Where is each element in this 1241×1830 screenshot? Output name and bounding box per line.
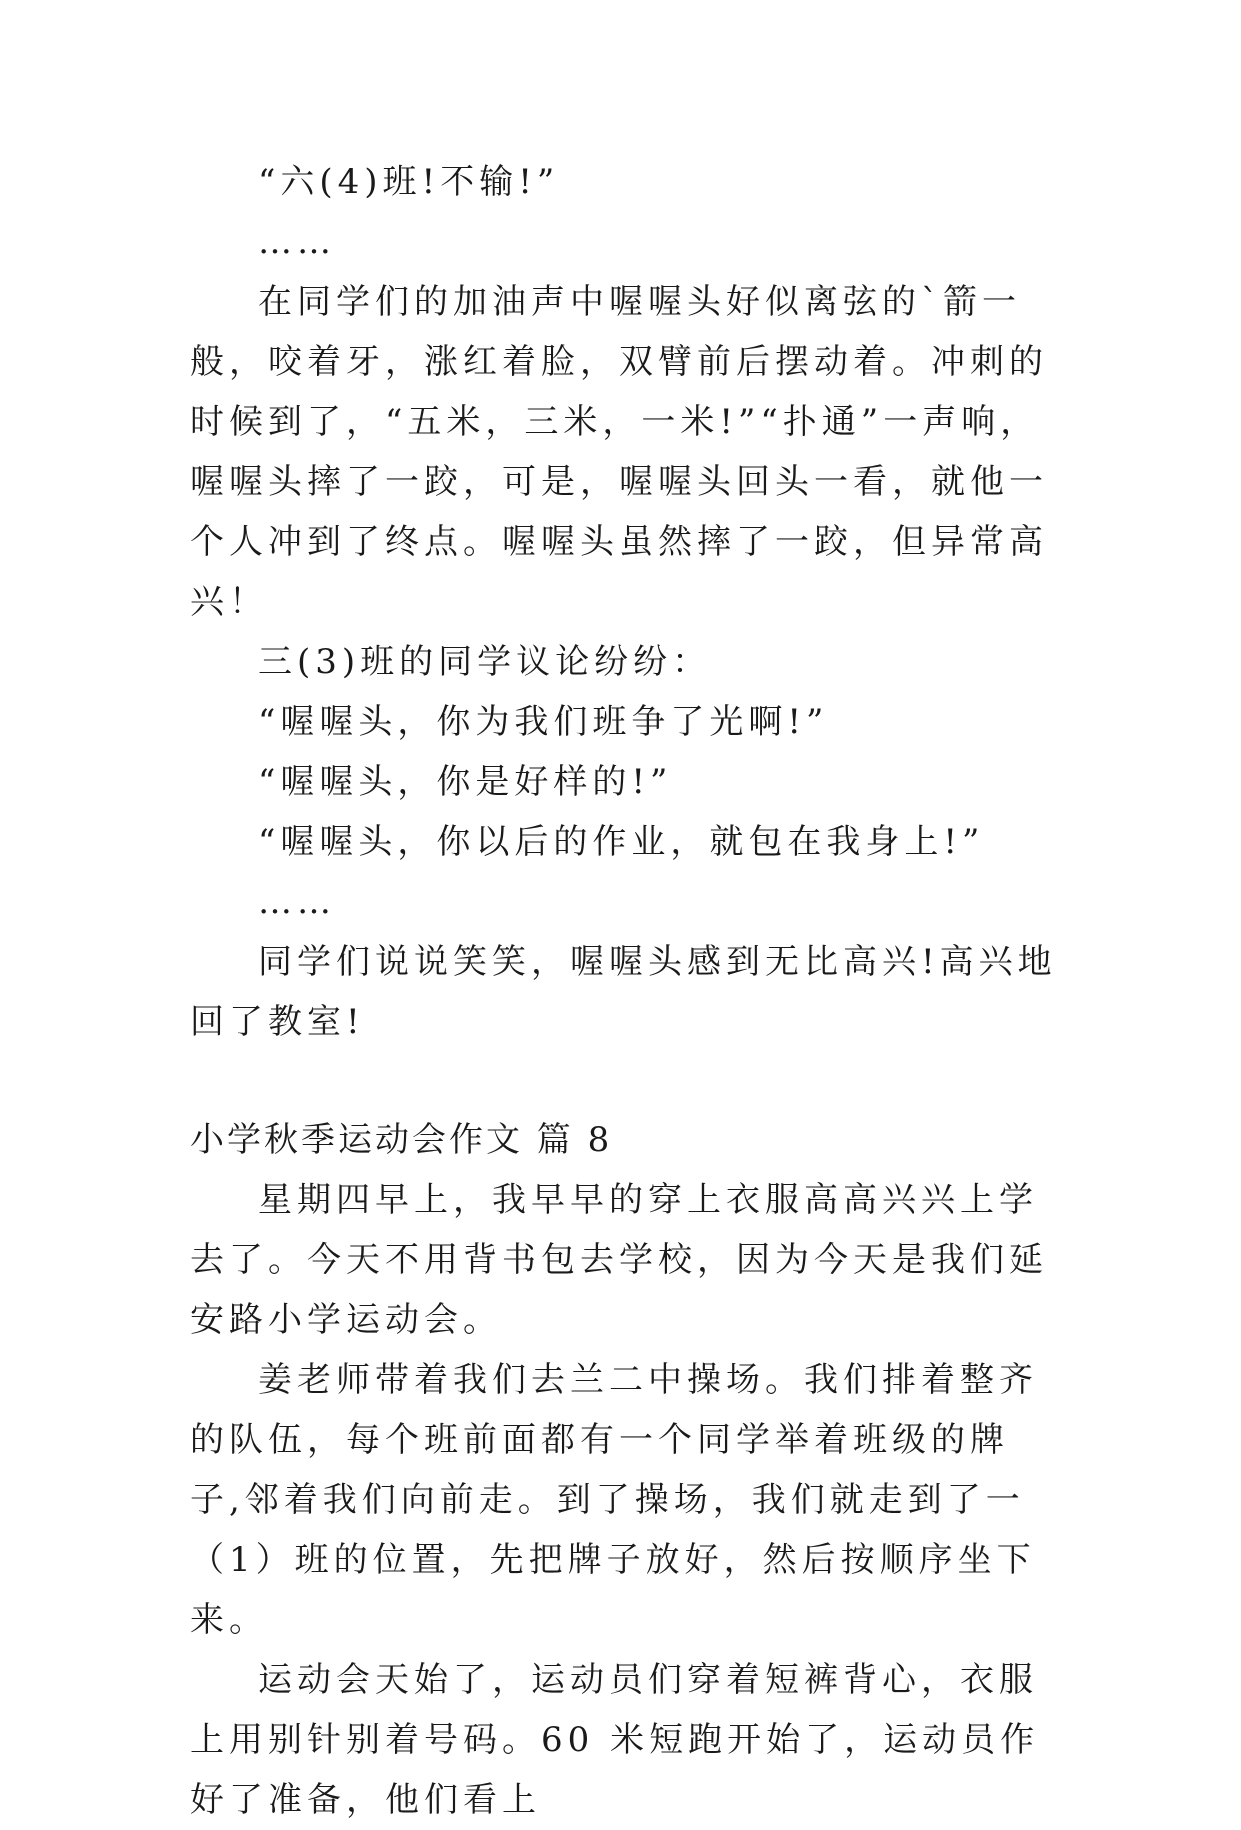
paragraph: “喔喔头，你为我们班争了光啊!” bbox=[258, 702, 829, 742]
paragraph: “喔喔头，你是好样的!” bbox=[258, 762, 673, 802]
section-spacer bbox=[190, 1052, 1058, 1110]
paragraph: “喔喔头，你以后的作业，就包在我身上!” bbox=[258, 822, 985, 862]
paragraph: 运动会天始了，运动员们穿着短裤背心，衣服上用别针别着号码。60 米短跑开始了，运动员作好了准备，他们看上 bbox=[190, 1660, 1040, 1820]
paragraph: 同学们说说笑笑，喔喔头感到无比高兴!高兴地回了教室! bbox=[190, 942, 1057, 1042]
paragraph: …… bbox=[258, 222, 336, 262]
paragraph: 在同学们的加油声中喔喔头好似离弦的`箭一般，咬着牙，涨红着脸，双臂前后摆动着。冲刺的时候到了，“五米，三米，一米!”“扑通”一声响，喔喔头摔了一跤，可是，喔喔头回头一看，就他一个人冲到了终点。喔喔头虽然摔了一跤，但异常高兴！ bbox=[190, 282, 1048, 622]
section-heading: 小学秋季运动会作文 篇 8 bbox=[190, 1120, 613, 1160]
paragraph: …… bbox=[258, 882, 336, 922]
paragraph: 星期四早上，我早早的穿上衣服高高兴兴上学去了。今天不用背书包去学校，因为今天是我们延安路小学运动会。 bbox=[190, 1180, 1048, 1340]
paragraph: 姜老师带着我们去兰二中操场。我们排着整齐的队伍，每个班前面都有一个同学举着班级的牌子,邻着我们向前走。到了操场，我们就走到了一（1）班的位置，先把牌子放好，然后按顺序坐下来。 bbox=[190, 1360, 1038, 1640]
paragraph: 三(3)班的同学议论纷纷： bbox=[258, 642, 712, 682]
paragraph: “六(4)班!不输!” bbox=[258, 162, 560, 202]
document-body bbox=[190, 152, 1058, 1830]
